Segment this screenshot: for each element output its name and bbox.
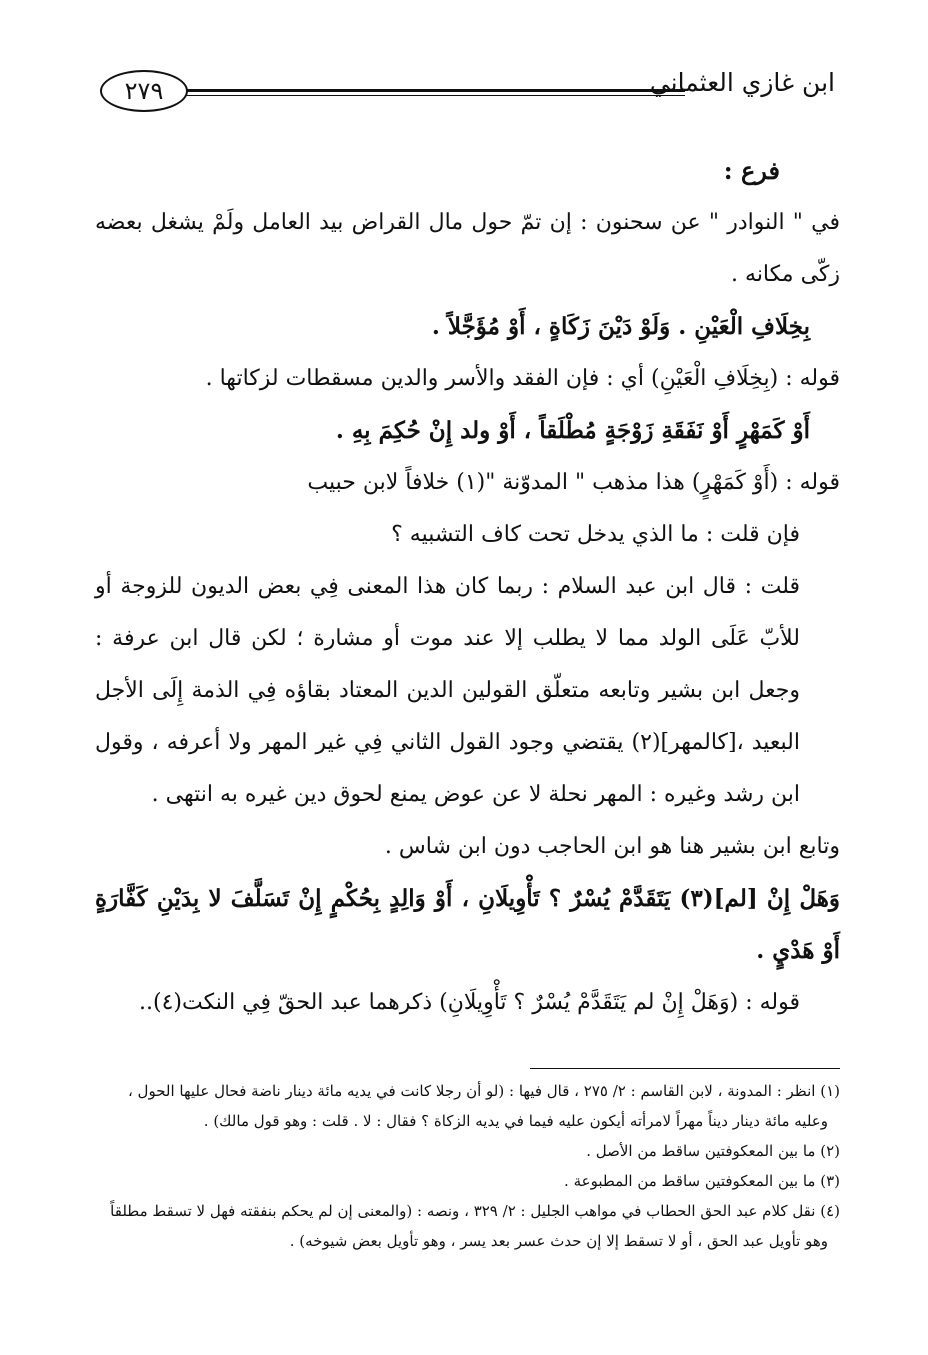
page-number: ٢٧٩: [100, 70, 188, 112]
matn-line-3: وَهَلْ إِنْ [لم](٣) يَتَقَدَّمْ يُسْرٌ ؟ تَأْوِيلَانِ ، أَوْ وَالِدٍ بِحُكْمٍ إِنْ تَسَلَّفَ لا بِدَيْنِ كَفَّارَةٍ أَوْ هَدْيٍ .: [95, 885, 840, 964]
paragraph-6: وتابع ابن بشير هنا هو ابن الحاجب دون ابن شاس .: [384, 834, 840, 859]
footnote-4-continued: وهو تأويل عبد الحق ، أو لا تسقط إلا إن حدث عسر بعد يسر ، وهو تأويل بعض شيوخه) .: [289, 1232, 828, 1250]
paragraph-3: قوله : (أَوْ كَمَهْرٍ) هذا مذهب " المدوّنة "(١) خلافاً لابن حبيب: [307, 470, 840, 495]
header-rule-thick: [186, 89, 685, 92]
footnote-2: (٢) ما بين المعكوفتين ساقط من الأصل .: [586, 1142, 840, 1160]
page-header: [100, 62, 835, 124]
paragraph-1: في " النوادر " عن سحنون : إن تمّ حول مال القراض بيد العامل ولَمْ يشغل بعضه زكّى مكانه .: [95, 210, 840, 287]
matn-line-1: بِخِلَافِ الْعَيْنِ . وَلَوْ دَيْنَ زَكَاةٍ ، أَوْ مُؤَجَّلاً .: [431, 313, 810, 340]
matn-line-2: أَوْ كَمَهْرٍ أَوْ نَفَقَةِ زَوْجَةٍ مُطْلَقاً ، أَوْ ولد إِنْ حُكِمَ بِهِ .: [335, 417, 810, 444]
section-heading: فرع :: [723, 156, 780, 185]
footnote-1-continued: وعليه مائة دينار ديناً مهراً لامرأته أيكون عليه فيما في يديه الزكاة ؟ فقال : لا . قلت : وهو قول مالك) .: [203, 1112, 828, 1130]
footnote-separator: [530, 1068, 840, 1069]
running-title: ابن غازي العثماني: [649, 68, 835, 97]
paragraph-2: قوله : (بِخِلَافِ الْعَيْنِ) أي : فإن الفقد والأسر والدين مسقطات لزكاتها .: [205, 366, 840, 391]
footnote-3: (٣) ما بين المعكوفتين ساقط من المطبوعة .: [564, 1172, 840, 1190]
footnote-1: (١) انظر : المدونة ، لابن القاسم : ٢/ ٢٧٥ ، قال فيها : (لو أن رجلا كانت في يديه مائة دينار ناضة فحال عليها الحول ،: [127, 1082, 840, 1100]
paragraph-5: قلت : قال ابن عبد السلام : ربما كان هذا المعنى فِي بعض الديون للزوجة أو للأبّ عَلَى الولد مما لا يطلب إلا عند موت أو مشارة ؛ لكن قال ابن عرفة : وجعل ابن بشير وتابعه متعلّق القولين الدين المعتاد بقاؤه فِي الذمة إِلَى الأجل البعيد ،[كالمهر](٢) يقتضي وجود القول الثاني فِي غير المهر ولا أعرفه ، وقول ابن رشد وغيره : المهر نحلة لا عن عوض يمنع لحوق دين غيره به انتهى .: [95, 574, 800, 807]
header-rule-thin: [186, 95, 685, 96]
main-text: [95, 145, 840, 1029]
footnotes: [95, 1076, 840, 1256]
paragraph-4: فإن قلت : ما الذي يدخل تحت كاف التشبيه ؟: [391, 522, 800, 547]
paragraph-7: قوله : (وَهَلْ إِنْ لم يَتَقَدَّمْ يُسْرٌ ؟ تَأْوِيلَانِ) ذكرهما عبد الحقّ فِي النكت(٤)..: [138, 990, 800, 1015]
footnote-4: (٤) نقل كلام عبد الحق الحطاب في مواهب الجليل : ٢/ ٣٢٩ ، ونصه : (والمعنى إن لم يحكم بنفقته فهل لا تسقط مطلقاً: [110, 1202, 840, 1220]
